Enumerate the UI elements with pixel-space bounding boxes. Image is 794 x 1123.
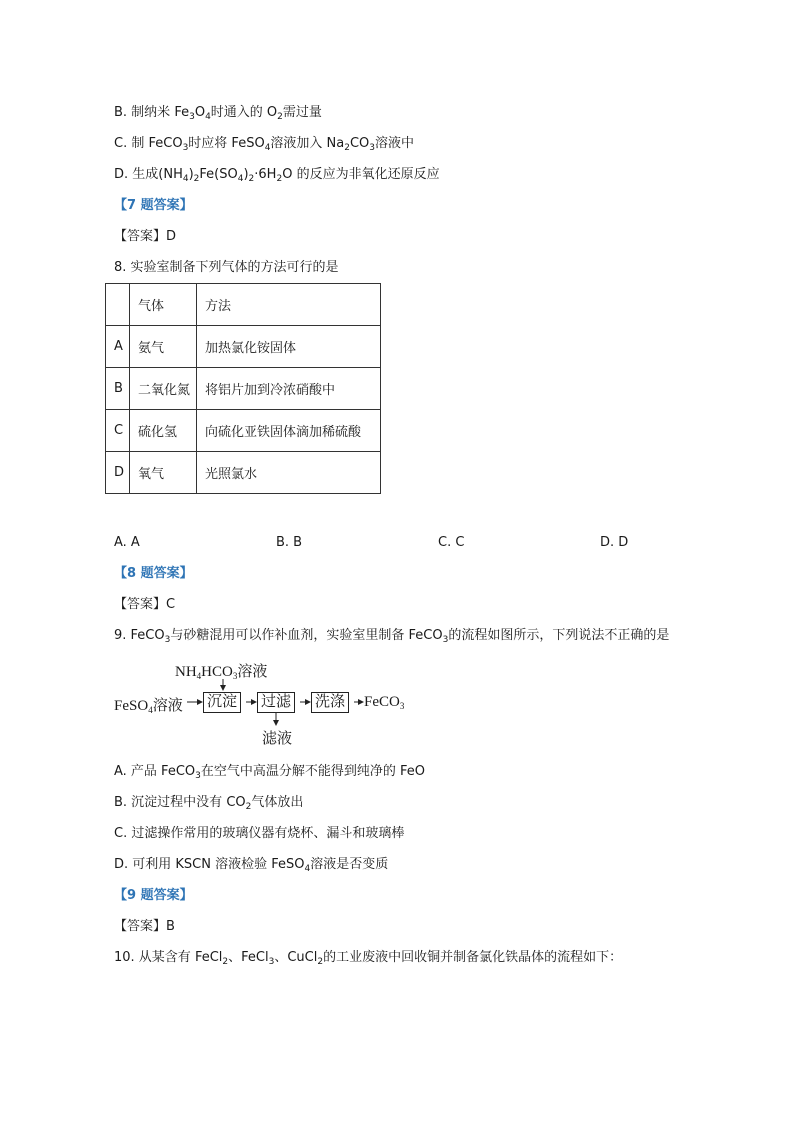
table-cell: 氨气 bbox=[130, 326, 197, 368]
table-cell: 向硫化亚铁固体滴加稀硫酸 bbox=[197, 410, 381, 452]
q8-option-a: A. A bbox=[114, 535, 140, 550]
q7-answer-header: 【7 题答案】 bbox=[114, 198, 193, 213]
flow-step-filter: 过滤 bbox=[257, 692, 295, 713]
q9-stem: 9. FeCO$_3$与砂糖混用可以作补血剂，实验室里制备 FeCO$_3$的流程如图所示，下列说法不正确的是 bbox=[114, 628, 670, 645]
flow-step-precipitate: 沉淀 bbox=[203, 692, 241, 713]
table-cell: 将铝片加到冷浓硝酸中 bbox=[197, 368, 381, 410]
table-header-cell: 气体 bbox=[130, 284, 197, 326]
q9-answer-header: 【9 题答案】 bbox=[114, 888, 193, 903]
flow-step-wash: 洗涤 bbox=[311, 692, 349, 713]
q8-option-c: C. C bbox=[438, 535, 465, 550]
q8-answer-header: 【8 题答案】 bbox=[114, 566, 193, 581]
flow-filtrate-label: 滤液 bbox=[262, 731, 293, 747]
q8-answer: 【答案】C bbox=[114, 597, 176, 612]
q8-option-b: B. B bbox=[276, 535, 303, 550]
q7-option-d: D. 生成$(NH_4)_2Fe(SO_4)_2\cdot 6H_2O$ 的反应为非氧化还原反应 bbox=[114, 167, 440, 184]
q8-stem: 8. 实验室制备下列气体的方法可行的是 bbox=[114, 260, 339, 275]
table-cell: A bbox=[106, 326, 130, 368]
q9-option-c: C. 过滤操作常用的玻璃仪器有烧杯、漏斗和玻璃棒 bbox=[114, 826, 405, 841]
table-cell: B bbox=[106, 368, 130, 410]
q9-option-b: B. 沉淀过程中没有 $CO_2$气体放出 bbox=[114, 795, 304, 812]
q10-stem: 10. 从某含有 FeCl$_2$、FeCl$_3$、CuCl$_2$的工业废液中回收铜并制备氯化铁晶体的流程如下： bbox=[114, 950, 623, 967]
table-cell: C bbox=[106, 410, 130, 452]
flow-start-label: FeSO$_4$溶液 bbox=[114, 698, 183, 715]
flow-reagent-label: $NH_4HCO_3$溶液 bbox=[175, 664, 268, 681]
q9-answer: 【答案】B bbox=[114, 919, 175, 934]
q9-option-d: D. 可利用 KSCN 溶液检验 FeSO$_4$溶液是否变质 bbox=[114, 857, 389, 874]
table-cell: 硫化氢 bbox=[130, 410, 197, 452]
table-cell: 氧气 bbox=[130, 452, 197, 494]
q8-option-d: D. D bbox=[600, 535, 629, 550]
flow-product-label: FeCO$_3$ bbox=[364, 694, 405, 711]
table-cell: D bbox=[106, 452, 130, 494]
q7-option-c: C. 制 FeCO$_3$时应将 FeSO$_4$溶液加入 $Na_2CO_3$溶液中 bbox=[114, 136, 415, 153]
table-cell: 加热氯化铵固体 bbox=[197, 326, 381, 368]
q7-option-b: B. 制纳米 $Fe_3O_4$时通入的 $O_2$需过量 bbox=[114, 105, 322, 122]
q9-option-a: A. 产品 FeCO$_3$在空气中高温分解不能得到纯净的 FeO bbox=[114, 764, 426, 781]
q7-answer: 【答案】D bbox=[114, 229, 177, 244]
table-cell: 光照氯水 bbox=[197, 452, 381, 494]
table-cell: 二氧化氮 bbox=[130, 368, 197, 410]
table-header-cell: 方法 bbox=[197, 284, 381, 326]
